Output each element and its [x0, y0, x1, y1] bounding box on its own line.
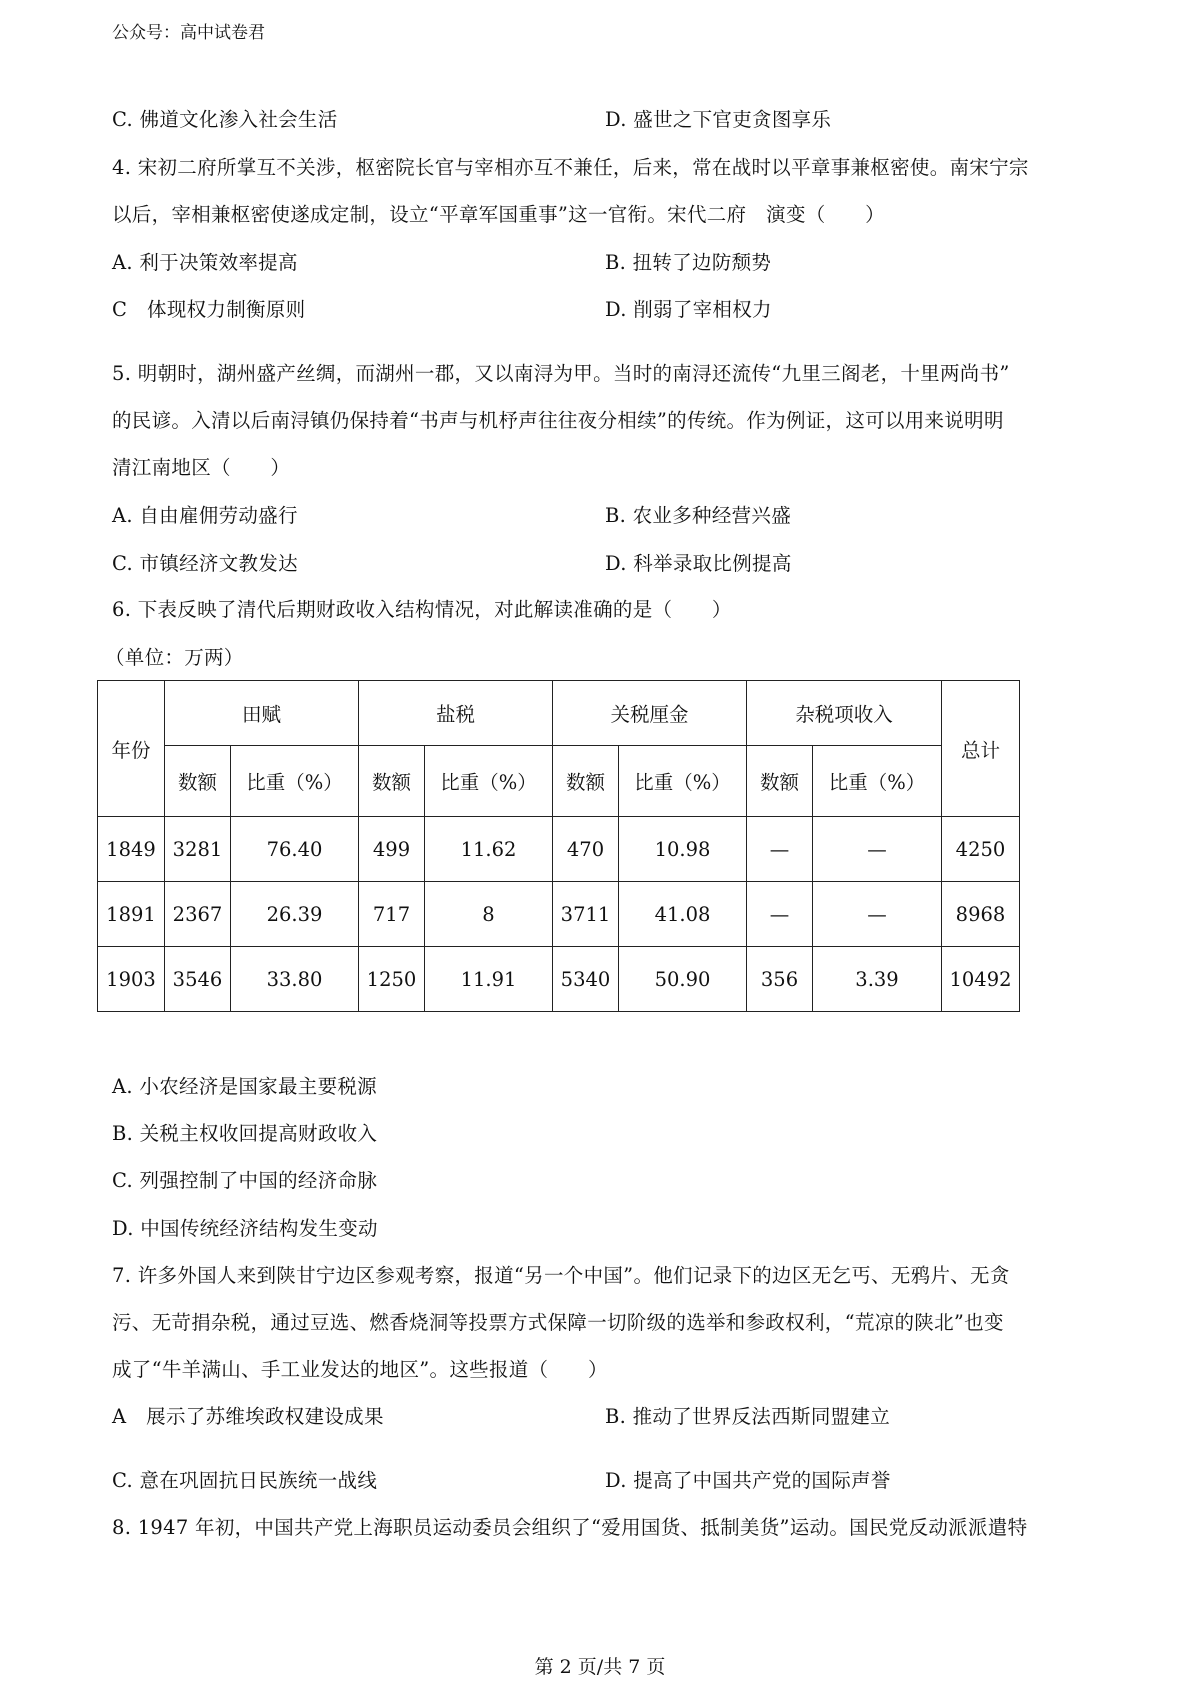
total-header: 总计 — [942, 681, 1020, 817]
q5-option-b: B. 农业多种经营兴盛 — [605, 504, 792, 527]
table-cell: 8 — [425, 882, 553, 947]
page-number: 第 2 页/共 7 页 — [534, 1656, 666, 1678]
group-header-salt-tax: 盐税 — [359, 681, 553, 746]
sub-header-share: 比重（%） — [425, 746, 553, 817]
table-cell: 3281 — [165, 817, 231, 882]
q5-option-a: A. 自由雇佣劳动盛行 — [112, 504, 298, 527]
q5-stem-line-1: 5. 明朝时，湖州盛产丝绸，而湖州一郡，又以南浔为甲。当时的南浔还流传“九里三阁老，十里两尚书” — [112, 362, 1010, 385]
sub-header-amount: 数额 — [359, 746, 425, 817]
sub-header-amount: 数额 — [165, 746, 231, 817]
q7-stem-line-3: 成了“牛羊满山、手工业发达的地区”。这些报道（ ） — [112, 1358, 608, 1381]
table-cell: 356 — [747, 947, 813, 1012]
table-cell: — — [747, 817, 813, 882]
table-cell: 499 — [359, 817, 425, 882]
group-header-misc-tax: 杂税项收入 — [747, 681, 942, 746]
q4-stem-line-1: 4. 宋初二府所掌互不关涉，枢密院长官与宰相亦互不兼任，后来，常在战时以平章事兼枢密使。南宋宁宗 — [112, 156, 1029, 179]
group-header-customs-lijin: 关税厘金 — [553, 681, 747, 746]
table-cell: 33.80 — [231, 947, 359, 1012]
q4-option-a: A. 利于决策效率提高 — [112, 251, 298, 274]
table-cell: — — [747, 882, 813, 947]
q7-stem-line-1: 7. 许多外国人来到陕甘宁边区参观考察，报道“另一个中国”。他们记录下的边区无乞丐、无鸦片、无贪 — [112, 1264, 1010, 1287]
q4-option-d: D. 削弱了宰相权力 — [605, 298, 772, 321]
year-cell: 1891 — [98, 882, 165, 947]
revenue-table — [97, 680, 1020, 1012]
sub-header-amount: 数额 — [553, 746, 619, 817]
total-cell: 8968 — [942, 882, 1020, 947]
year-cell: 1903 — [98, 947, 165, 1012]
q5-option-d: D. 科举录取比例提高 — [605, 552, 792, 575]
q6-option-b: B. 关税主权收回提高财政收入 — [112, 1122, 378, 1145]
table-cell: 470 — [553, 817, 619, 882]
total-cell: 10492 — [942, 947, 1020, 1012]
q7-option-d: D. 提高了中国共产党的国际声誉 — [605, 1469, 891, 1492]
q3-option-d: D. 盛世之下官吏贪图享乐 — [605, 108, 832, 131]
table-cell: 26.39 — [231, 882, 359, 947]
sub-header-amount: 数额 — [747, 746, 813, 817]
q4-option-c: C 体现权力制衡原则 — [112, 298, 306, 321]
table-cell: 717 — [359, 882, 425, 947]
table-cell: 41.08 — [619, 882, 747, 947]
q6-unit-note: （单位：万两） — [105, 646, 244, 669]
q6-option-d: D. 中国传统经济结构发生变动 — [112, 1217, 378, 1240]
table-cell: 11.91 — [425, 947, 553, 1012]
table-cell: — — [813, 817, 942, 882]
group-header-land-tax: 田赋 — [165, 681, 359, 746]
table-row — [98, 947, 1020, 1012]
q6-stem: 6. 下表反映了清代后期财政收入结构情况，对此解读准确的是（ ） — [112, 598, 732, 621]
q4-stem-line-2: 以后，宰相兼枢密使遂成定制，设立“平章军国重事”这一官衔。宋代二府 演变（ ） — [112, 203, 885, 226]
q5-stem-line-2: 的民谚。入清以后南浔镇仍保持着“书声与机杼声往往夜分相续”的传统。作为例证，这可以用来说明明 — [112, 409, 1004, 432]
table-cell: 3711 — [553, 882, 619, 947]
q7-stem-line-2: 污、无苛捐杂税，通过豆选、燃香烧洞等投票方式保障一切阶级的选举和参政权利，“荒凉的陕北”也变 — [112, 1311, 1004, 1334]
q6-option-a: A. 小农经济是国家最主要税源 — [112, 1075, 377, 1098]
year-header: 年份 — [98, 681, 165, 817]
sub-header-share: 比重（%） — [813, 746, 942, 817]
q6-option-c: C. 列强控制了中国的经济命脉 — [112, 1169, 378, 1192]
table-cell: 10.98 — [619, 817, 747, 882]
table-row — [98, 882, 1020, 947]
table-cell: 1250 — [359, 947, 425, 1012]
q7-option-c: C. 意在巩固抗日民族统一战线 — [112, 1469, 378, 1492]
year-cell: 1849 — [98, 817, 165, 882]
table-row — [98, 817, 1020, 882]
table-cell: 3.39 — [813, 947, 942, 1012]
table-cell: — — [813, 882, 942, 947]
sub-header-share: 比重（%） — [231, 746, 359, 817]
q4-option-b: B. 扭转了边防颓势 — [605, 251, 772, 274]
q7-option-a: A 展示了苏维埃政权建设成果 — [112, 1405, 384, 1428]
total-cell: 4250 — [942, 817, 1020, 882]
table-cell: 76.40 — [231, 817, 359, 882]
q3-option-c: C. 佛道文化渗入社会生活 — [112, 108, 338, 131]
table-cell: 5340 — [553, 947, 619, 1012]
q8-stem-line-1: 8. 1947 年初，中国共产党上海职员运动委员会组织了“爱用国货、抵制美货”运动。国民党反动派派遣特 — [112, 1516, 1028, 1539]
q5-option-c: C. 市镇经济文教发达 — [112, 552, 298, 575]
q5-stem-line-3: 清江南地区（ ） — [112, 456, 291, 479]
source-header: 公众号：高中试卷君 — [112, 23, 265, 43]
table-cell: 3546 — [165, 947, 231, 1012]
table-cell: 11.62 — [425, 817, 553, 882]
table-cell: 50.90 — [619, 947, 747, 1012]
table-cell: 2367 — [165, 882, 231, 947]
q7-option-b: B. 推动了世界反法西斯同盟建立 — [605, 1405, 891, 1428]
sub-header-share: 比重（%） — [619, 746, 747, 817]
